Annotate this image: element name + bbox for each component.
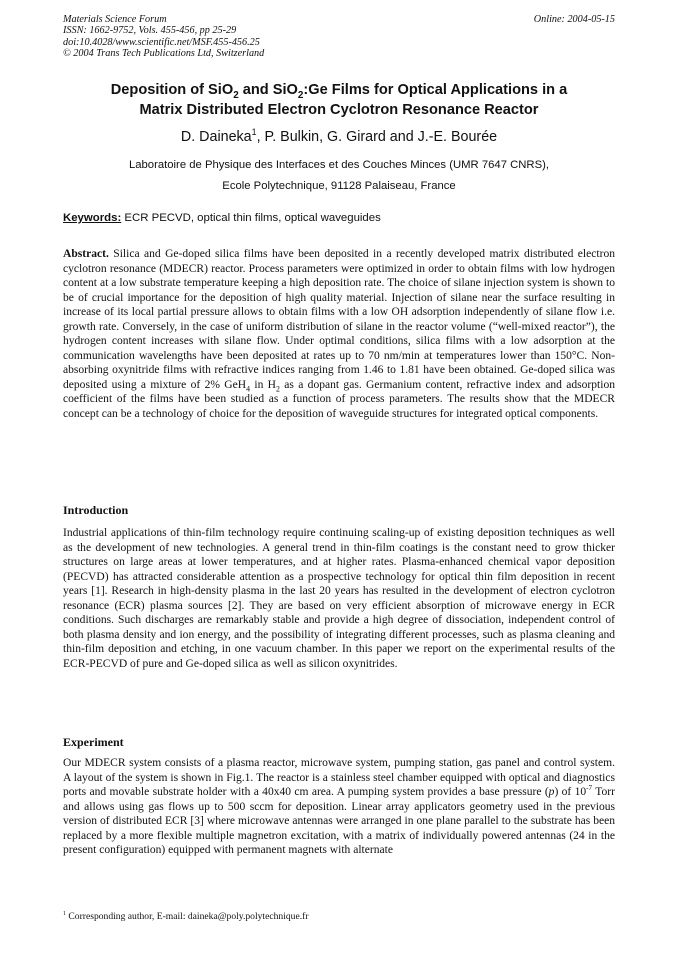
pressure-symbol: p [548,786,555,798]
footnote-marker: 1 [63,910,66,917]
affiliation-line-2: Ecole Polytechnique, 91128 Palaiseau, France [222,180,456,192]
title-subscript: 2 [297,89,304,101]
footnote-text: Corresponding author, E-mail: daineka@poly.polytechnique.fr [65,911,309,922]
abstract [63,247,615,421]
journal-header [63,14,264,59]
exponent: -7 [586,784,593,793]
affiliation [63,155,615,197]
subscript: 2 [276,383,280,393]
introduction-text: Industrial applications of thin-film technology require continuing scaling-up of existing deposition techniques as well as the development of new technologies. A general trend in thin-film coatings is the constant need to grow thicker structures on large areas at lower temperatures, and at higher rates. Plasma-enhanced chemical vapor deposition (PECVD) has attracted considerable attention as a prospective technology for optical thin film deposition in recent years [1]. Research in high-density plasma in the last 20 years has resulted in the development of electron cyclotron resonance (ECR) plasma sources [2]. They are based on very efficient absorption of microwave energy in ECR conditions. Such discharges are remarkably stable and provide a high degree of dissociation, independent control of both plasma density and ion energy, and the possibility of integrating different processes, such as plasma cleaning and thin-film deposition and etching, in one vacuum chamber. In this paper we report on the experimental results of the ECR-PECVD of pure and Ge-doped silica as well as silicon oxynitrides. [63,527,615,670]
keywords [63,210,615,226]
copyright-line: © 2004 Trans Tech Publications Ltd, Switzerland [63,47,265,59]
title-line-2: Matrix Distributed Electron Cyclotron Resonance Reactor [139,102,539,118]
title-text: :Ge Films for Optical Applications in a [303,82,568,98]
journal-name: Materials Science Forum [63,14,167,25]
experiment-heading: Experiment [63,735,124,749]
paper-title [63,80,615,120]
introduction-heading: Introduction [63,503,129,517]
author-list [63,128,615,146]
online-date: Online: 2004-05-15 [533,14,615,25]
author-names: , P. Bulkin, G. Girard and J.-E. Bourée [256,129,498,145]
experiment-text-part: ) of 10 [554,786,587,798]
title-text: Deposition of SiO [110,82,234,98]
title-line-1 [63,80,615,100]
footnote [63,911,309,923]
author-name: D. Daineka [180,129,252,145]
title-subscript: 2 [233,89,239,101]
abstract-text: Silica and Ge-doped silica films have been deposited in a recently developed matrix distributed electron cyclotron resonance (MDECR) reactor. Process parameters were optimized in order to obtain films with low hydrogen content at a low substrate temperature keeping a high deposition rate. The choice of silane injection system is shown to be of crucial importance for the deposition of high quality material. Injection of silane near the surface resulting in increase of its local partial pressure allows to obtain films with a low OH adsorption independently of silane flow i.e. growth rate. Conversely, in the case of uniform distribution of silane in the reactor volume (“well-mixed reactor”), the hydrogen content increases with silane flow. Under optimal conditions, silica films with a low adsorption at the communication wavelengths have been deposited at rates up to 70 nm/min at temperatures lower than 150°C. Non-absorbing oxynitride films with refractive indices ranging from 1.46 to 1.81 have been obtained. Ge-doped silica was deposited using a mixture of 2% GeH [63,248,615,391]
experiment-text-part: Torr and allows using gas flows up to 500 sccm for deposition. Linear array applicators geometry used in the previous version of distributed ECR [3] where microwave antennas were arranged in one plane parallel to the substrate has been replaced by a more flexible multiple magnetron excitation, with a matrix of individually powered antennas (24 in the present configuration) equipped with permanent magnets with alternate [63,786,615,856]
subscript: 4 [246,383,251,393]
keywords-text: ECR PECVD, optical thin films, optical waveguides [121,212,381,224]
keywords-label: Keywords: [63,212,122,224]
title-text: and SiO [238,82,298,98]
abstract-label: Abstract. [63,248,109,260]
footnote-marker: 1 [251,127,257,138]
affiliation-line-1: Laboratoire de Physique des Interfaces et des Couches Minces (UMR 7647 CNRS), [128,159,550,171]
abstract-text: as a dopant gas. Germanium content, refractive index and adsorption coefficient of the films have been studied as a function of process parameters. The results show that the MDECR concept can be a technology of choice for the deposition of waveguide structures for integrated optical components. [63,378,615,420]
issn-line: ISSN: 1662-9752, Vols. 455-456, pp 25-29 [63,25,237,37]
experiment-text-part: Our MDECR system consists of a plasma reactor, microwave system, pumping station, gas panel and control system. A layout of the system is shown in Fig.1. The reactor is a stainless steel chamber equipped with optical and diagnostics ports and movable substrate holder with a 40x40 cm area. A pumping system provides a base pressure ( [63,757,615,798]
doi-line: doi:10.4028/www.scientific.net/MSF.455-456.25 [63,36,260,48]
abstract-text: in H [250,378,277,391]
experiment-text [63,756,615,858]
